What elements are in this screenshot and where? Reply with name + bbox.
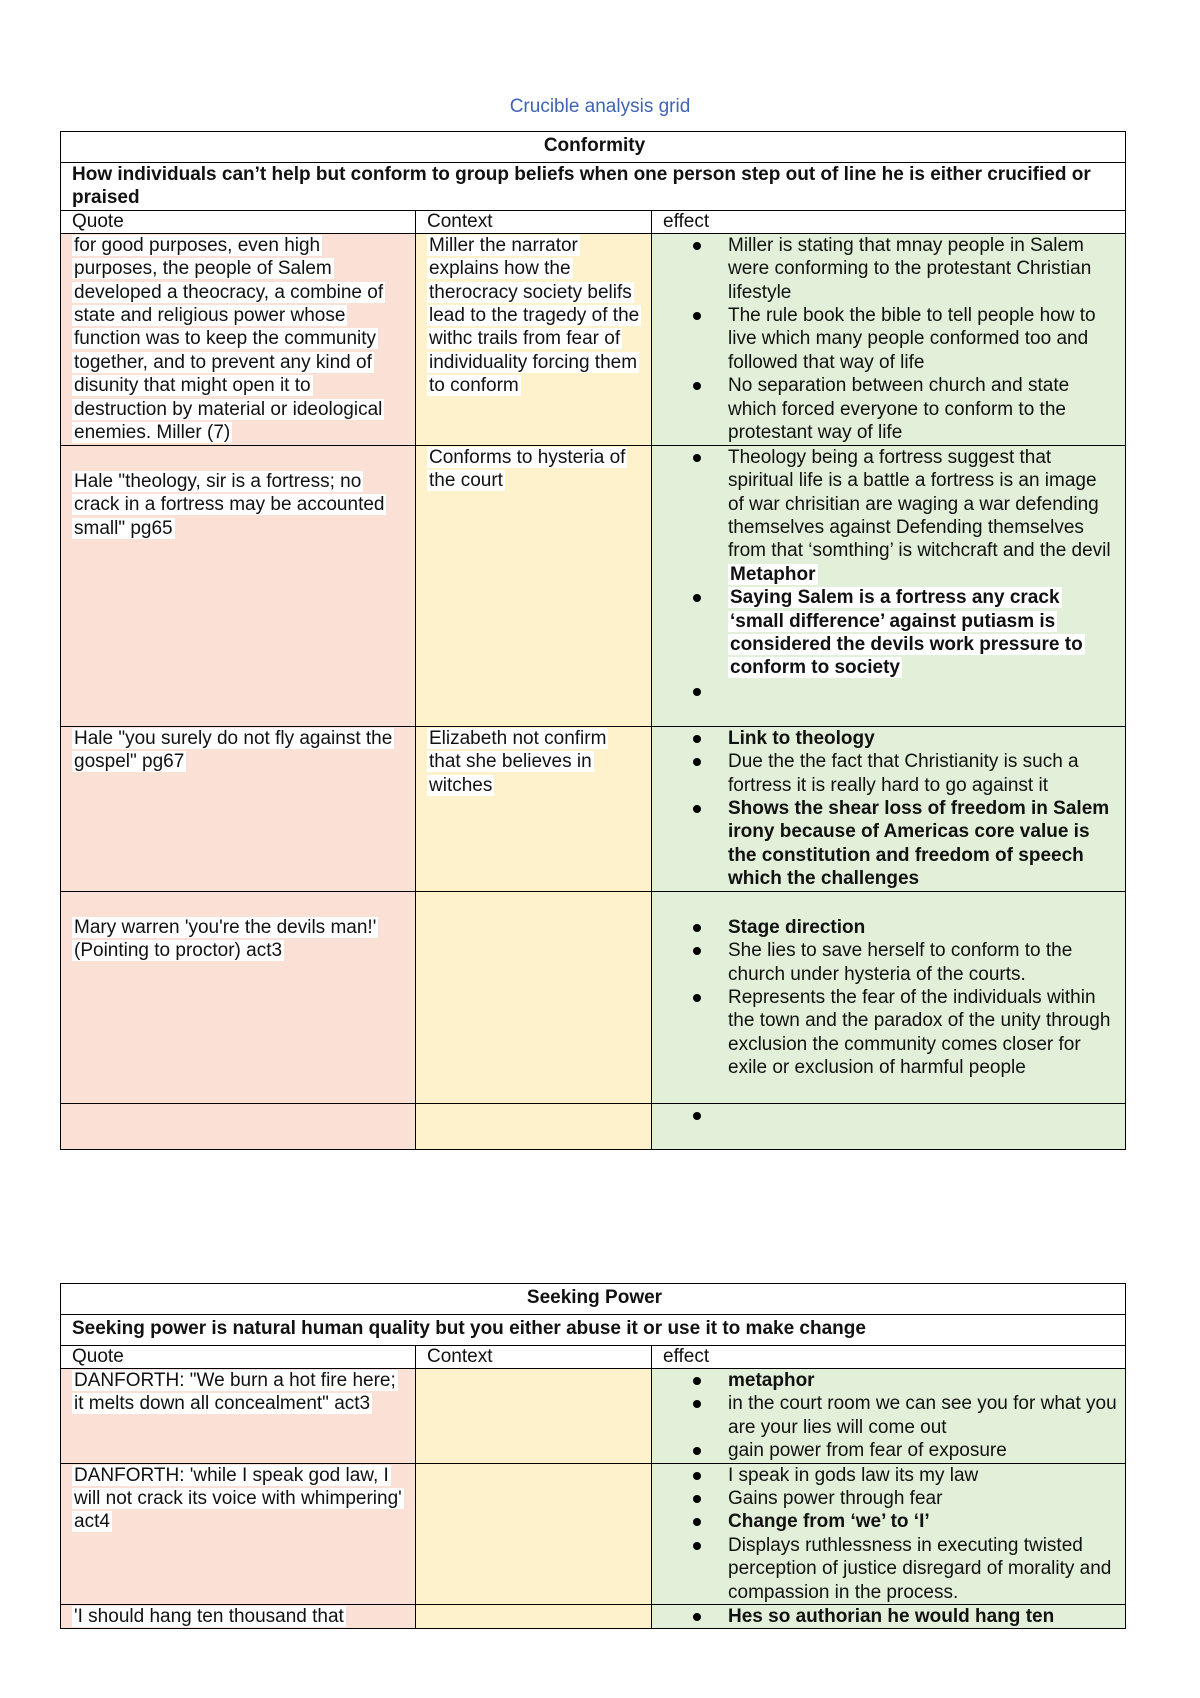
list-item bbox=[728, 1104, 1117, 1127]
context-cell bbox=[416, 891, 652, 1103]
list-item: Stage direction bbox=[728, 916, 1117, 939]
document-title: Crucible analysis grid bbox=[509, 96, 691, 117]
quote-cell bbox=[61, 445, 416, 726]
theme-statement: Seeking power is natural human quality but you either abuse it or use it to make change bbox=[61, 1315, 1126, 1346]
list-item: metaphor bbox=[728, 1369, 1117, 1392]
quote-cell bbox=[61, 891, 416, 1103]
list-item: She lies to save herself to conform to the church under hysteria of the courts. bbox=[728, 939, 1117, 986]
list-item: Displays ruthlessness in executing twisted perception of justice disregard of morality and compassion in the process. bbox=[728, 1534, 1117, 1604]
quote-cell bbox=[61, 1103, 416, 1149]
quote-cell bbox=[61, 1369, 416, 1464]
quote-cell bbox=[61, 233, 416, 445]
table-row bbox=[61, 1463, 1126, 1604]
quote-text: Hale "theology, sir is a fortress; no crack in a fortress may be accounted small" pg65 bbox=[74, 470, 385, 539]
quote-text: DANFORTH: 'while I speak god law, I will not crack its voice with whimpering' act4 bbox=[74, 1464, 402, 1533]
context-text: Elizabeth not confirm that she believes in witches bbox=[429, 727, 607, 796]
column-header-quote: Quote bbox=[61, 1346, 416, 1369]
context-text: Miller the narrator explains how the therocracy society belifs lead to the tragedy of the withc trails from fear of individuality forcing them to conform bbox=[429, 234, 640, 397]
list-item bbox=[728, 680, 1117, 703]
table-row bbox=[61, 726, 1126, 891]
context-cell bbox=[416, 1103, 652, 1149]
list-item: Hes so authorian he would hang ten bbox=[728, 1605, 1117, 1628]
table-row bbox=[61, 1103, 1126, 1149]
table-heading: Seeking Power bbox=[61, 1284, 1126, 1315]
list-item: in the court room we can see you for what you are your lies will come out bbox=[728, 1393, 1117, 1438]
list-item: Saying Salem is a fortress any crack ‘small difference’ against putiasm is considered the devils work pressure to conform to society bbox=[728, 586, 1117, 680]
context-cell bbox=[416, 1369, 652, 1464]
table-row bbox=[61, 233, 1126, 445]
list-item: Theology being a fortress suggest that spiritual life is a battle a fortress is an image of war chrisitian are waging a war defending themselves against Defending themselves from that ‘somthing’ is witchcraft and the devil Metaphor bbox=[728, 446, 1117, 586]
context-cell bbox=[416, 1605, 652, 1629]
conformity-table bbox=[60, 131, 1126, 1150]
quote-text: DANFORTH: "We burn a hot fire here; it melts down all concealment" act3 bbox=[74, 1370, 396, 1415]
column-header-effect: effect bbox=[652, 1346, 1126, 1369]
effect-cell bbox=[652, 1605, 1126, 1629]
list-item: Change from ‘we’ to ‘I’ bbox=[728, 1510, 1117, 1533]
list-item: No separation between church and state which forced everyone to conform to the protestant way of life bbox=[728, 374, 1117, 444]
list-item: Miller is stating that mnay people in Salem were conforming to the protestant Christian lifestyle bbox=[728, 234, 1117, 304]
table-row bbox=[61, 445, 1126, 726]
context-cell bbox=[416, 726, 652, 891]
list-item: Link to theology bbox=[728, 727, 1117, 750]
context-cell bbox=[416, 445, 652, 726]
table-heading: Conformity bbox=[61, 132, 1126, 163]
quote-text: for good purposes, even high purposes, the people of Salem developed a theocracy, a combine of state and religious power whose function was to keep the community together, and to prevent any kind of disunity that might open it to destruction by material or ideological enemies. Miller (7) bbox=[74, 234, 384, 444]
seeking-power-table bbox=[60, 1283, 1126, 1629]
quote-cell bbox=[61, 1605, 416, 1629]
context-text: Conforms to hysteria of the court bbox=[429, 446, 626, 492]
quote-text: Hale "you surely do not fly against the gospel" pg67 bbox=[74, 727, 393, 773]
list-item: I speak in gods law its my law bbox=[728, 1464, 1117, 1487]
table-row bbox=[61, 891, 1126, 1103]
column-header-context: Context bbox=[416, 210, 652, 233]
effect-cell bbox=[652, 233, 1126, 445]
list-item: Shows the shear loss of freedom in Salem irony because of Americas core value is the constitution and freedom of speech which the challenges bbox=[728, 797, 1117, 891]
effect-cell bbox=[652, 1369, 1126, 1464]
list-item: Due the the fact that Christianity is such a fortress it is really hard to go against it bbox=[728, 750, 1117, 797]
table-row bbox=[61, 1605, 1126, 1629]
effect-cell bbox=[652, 1103, 1126, 1149]
context-cell bbox=[416, 1463, 652, 1604]
effect-cell bbox=[652, 1463, 1126, 1604]
list-item: Represents the fear of the individuals within the town and the paradox of the unity through exclusion the community comes closer for exile or exclusion of harmful people bbox=[728, 986, 1117, 1080]
list-item: Gains power through fear bbox=[728, 1487, 1117, 1510]
column-header-effect: effect bbox=[652, 210, 1126, 233]
theme-statement: How individuals can’t help but conform to group beliefs when one person step out of line he is either crucified or praised bbox=[61, 163, 1126, 211]
table-row bbox=[61, 1369, 1126, 1464]
list-item: The rule book the bible to tell people how to live which many people conformed too and followed that way of life bbox=[728, 304, 1117, 374]
quote-text: 'I should hang ten thousand that bbox=[74, 1606, 344, 1628]
effect-cell bbox=[652, 726, 1126, 891]
effect-cell bbox=[652, 445, 1126, 726]
quote-cell bbox=[61, 726, 416, 891]
effect-cell bbox=[652, 891, 1126, 1103]
column-header-quote: Quote bbox=[61, 210, 416, 233]
list-item: gain power from fear of exposure bbox=[728, 1439, 1117, 1462]
quote-text: Mary warren 'you're the devils man!' (Pointing to proctor) act3 bbox=[74, 916, 377, 962]
context-cell bbox=[416, 233, 652, 445]
column-header-context: Context bbox=[416, 1346, 652, 1369]
quote-cell bbox=[61, 1463, 416, 1604]
